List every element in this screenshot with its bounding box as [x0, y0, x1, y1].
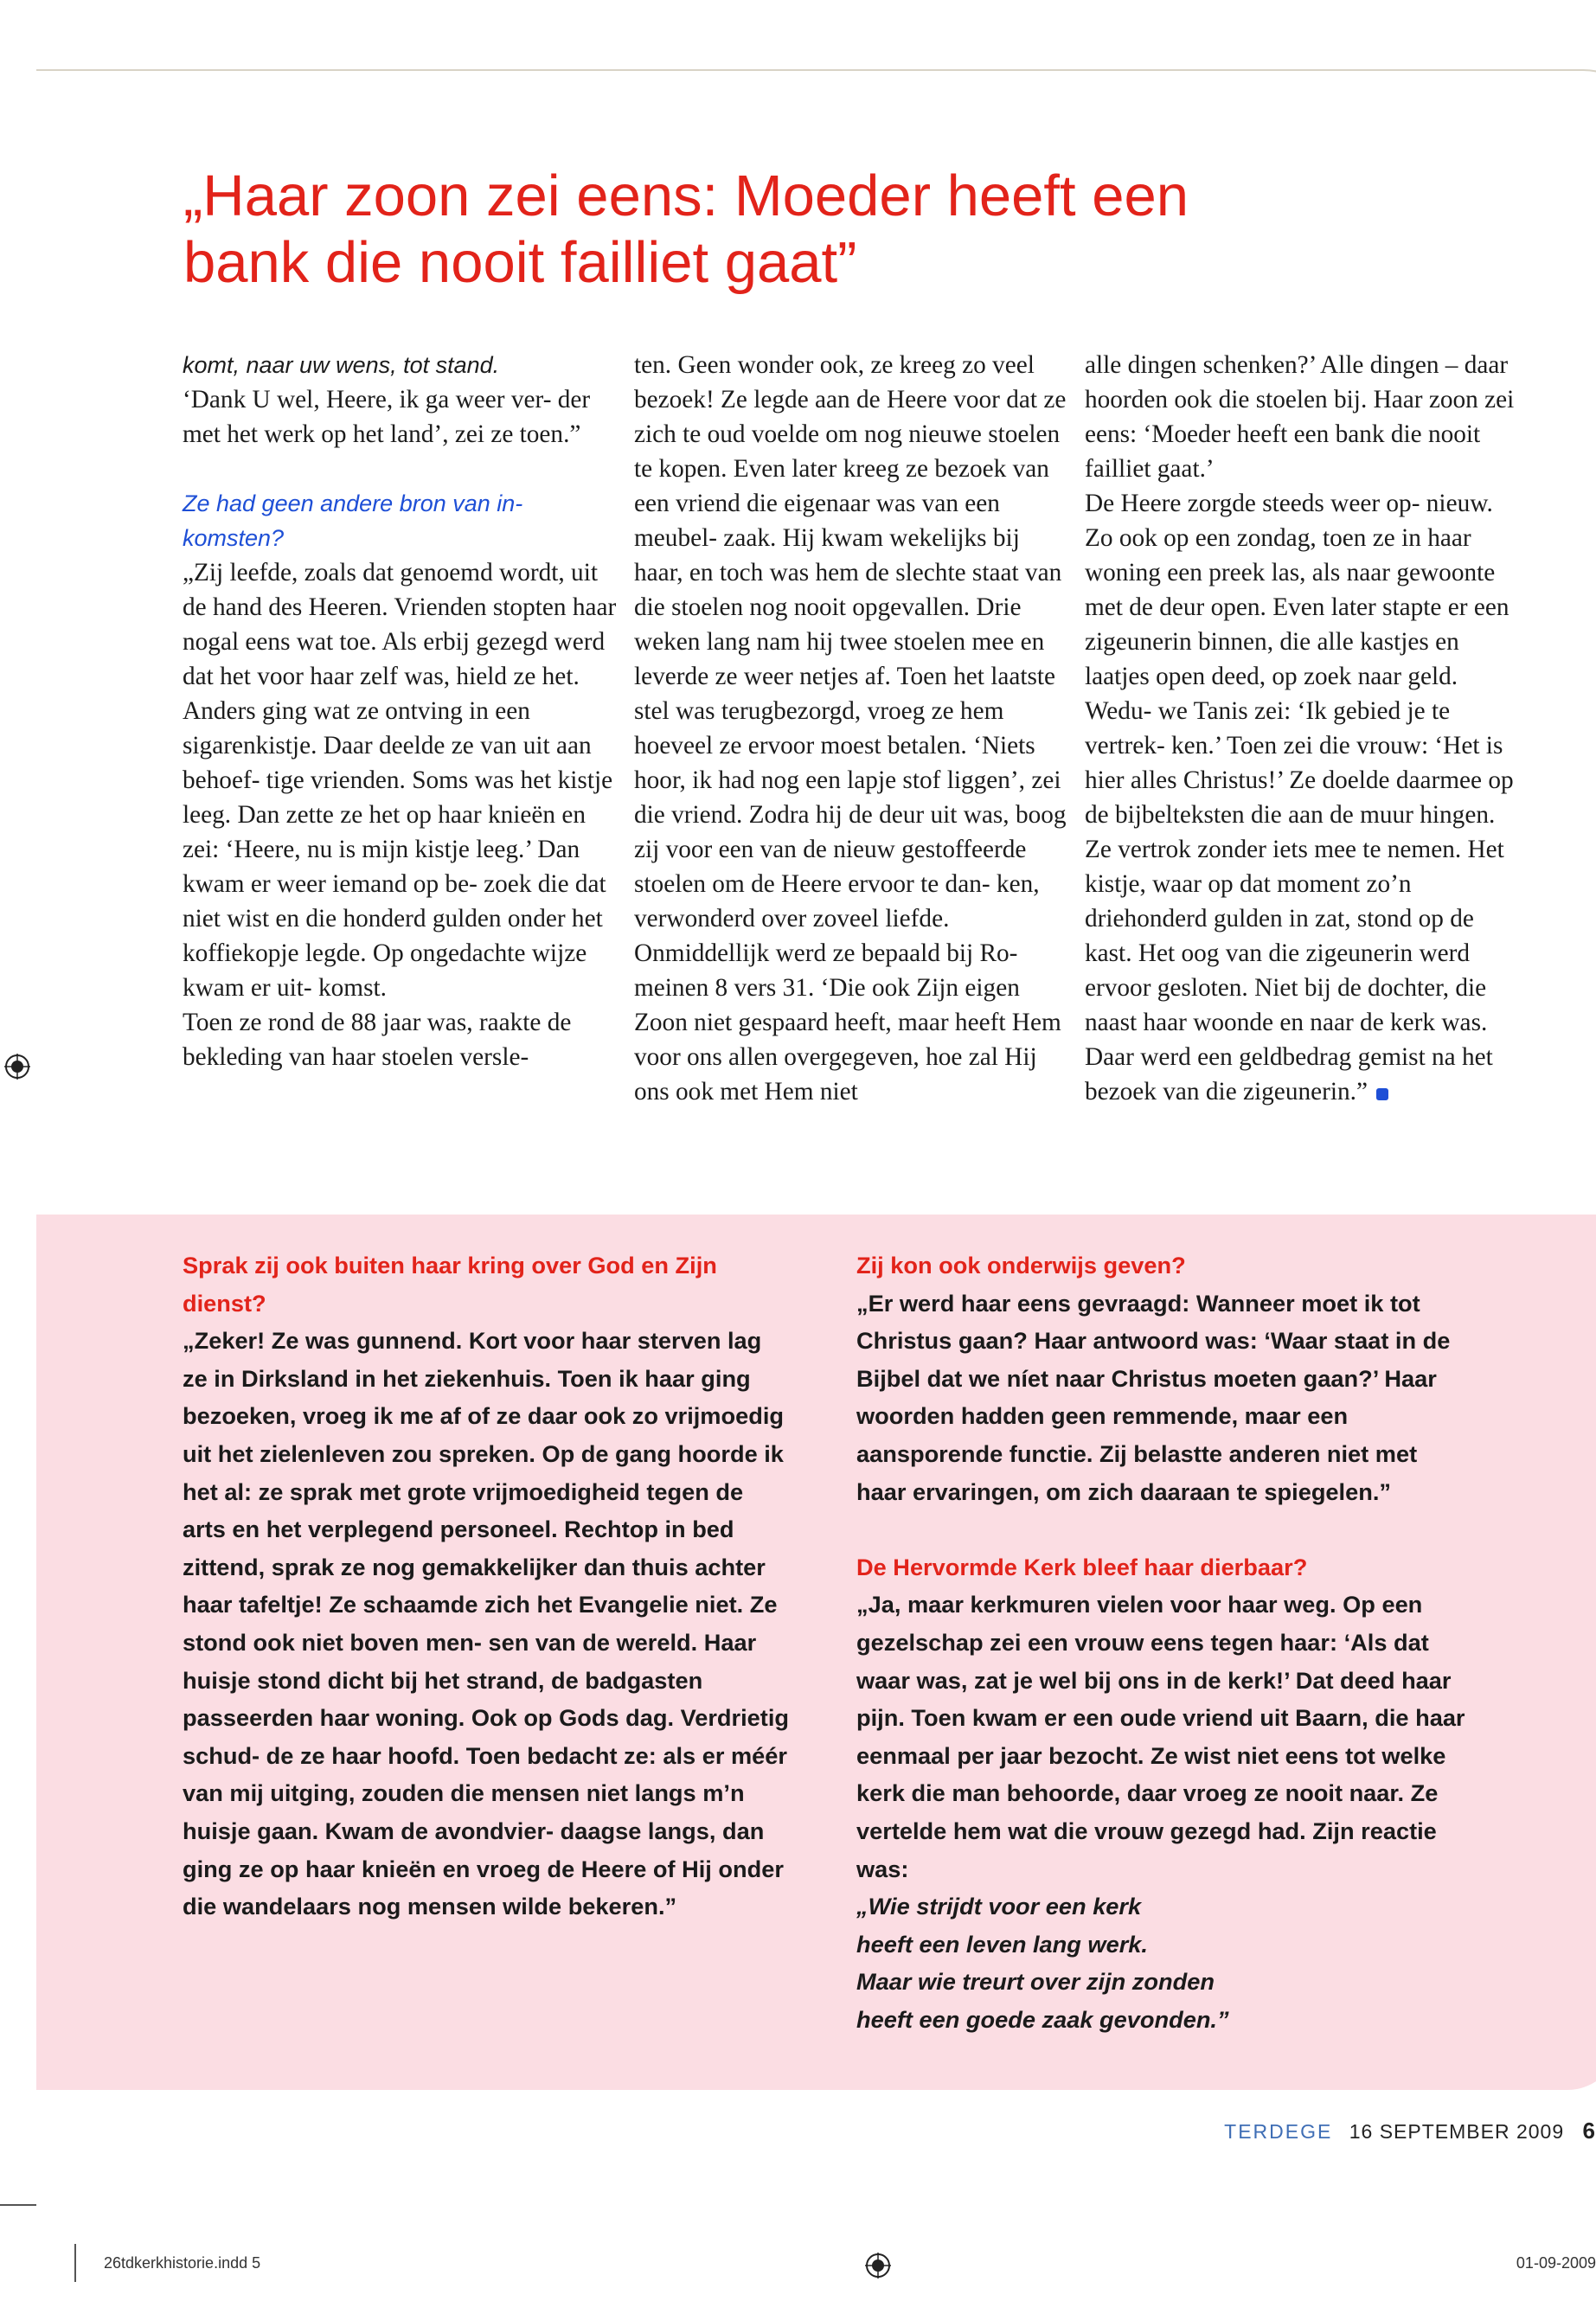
- page-number: 6: [1582, 2118, 1596, 2144]
- box-column-right: [856, 1247, 1466, 2038]
- box-question: Zij kon ook onderwijs geven?: [856, 1252, 1186, 1279]
- paragraph: ten. Geen wonder ook, ze kreeg zo veel bezoek! Ze legde aan de Heere voor dat ze zich te oud voelde om nog nieuwe stoelen te kopen. Even later kreeg ze bezoek van een vriend die eigenaar was van een meubel- zaak. Hij kwam wekelijks bij haar, en toch was hem de slechte staat van die stoelen nog nooit opgevallen. Drie weken lang nam hij twee stoelen mee en leverde ze weer netjes af. Toen het laatste stel was terugbezorgd, vroeg ze hem hoeveel ze ervoor moest betalen. ‘Niets hoor, ik had nog een lapje stof liggen’, zei die vriend. Zodra hij de deur uit was, boog zij voor een van de nieuw gestoffeerde stoelen om de Heere ervoor te dan- ken, verwonderd over zoveel liefde. Onmiddellijk werd ze bepaald bij Ro- meinen 8 vers 31. ‘Die ook Zijn eigen Zoon niet gespaard heeft, maar heeft Hem voor ons allen overgegeven, hoe zal Hij ons ook met Hem niet: [634, 351, 1067, 1106]
- box-question: Sprak zij ook buiten haar kring over God en Zijn dienst?: [183, 1252, 717, 1317]
- article-end-mark-icon: [1376, 1088, 1388, 1100]
- crop-mark: [0, 2204, 36, 2206]
- paragraph-ending: [1085, 486, 1522, 1109]
- registration-mark-icon: [865, 2253, 891, 2279]
- headline: [183, 163, 1481, 296]
- headline-line-1: „Haar zoon zei eens: Moeder heeft een: [183, 163, 1189, 228]
- box-column-left: [183, 1247, 792, 1926]
- paragraph: alle dingen schenken?’ Alle dingen – daar hoorden ook die stoelen bij. Haar zoon zei eens: ‘Moeder heeft een bank die nooit failliet gaat.’: [1085, 351, 1515, 483]
- paragraph: Toen ze rond de 88 jaar was, raakte de bekleding van haar stoelen versle-: [183, 1009, 572, 1071]
- issue-date: 16 SEPTEMBER 2009: [1349, 2120, 1565, 2143]
- poem-line: heeft een leven lang werk.: [856, 1930, 1148, 1958]
- paragraph-text: De Heere zorgde steeds weer op- nieuw. Zo ook op een zondag, toen ze in haar woning een preek las, als naar gewoonte met de deur open. Even later stapte er een zigeunerin binnen, die alle kastjes en laatjes open deed, op zoek naar geld. Wedu- we Tanis zei: ‘Ik gebied je te vertrek- ken.’ Toen zei die vrouw: ‘Het is hier alles Christus!’ Ze doelde daarmee op de bijbelteksten die aan de muur hingen. Ze vertrok zonder iets mee te nemen. Het kistje, waar op dat moment zo’n driehonderd gulden in zat, stond op de kast. Het oog van die zigeunerin werd ervoor gesloten. Niet bij de dochter, die naast haar woonde en naar de kerk was. Daar werd een geldbedrag gemist na het bezoek van die zigeunerin.”: [1085, 490, 1514, 1106]
- box-answer: „Er werd haar eens gevraagd: Wanneer moet ik tot Christus gaan? Haar antwoord was: ‘Waar staat in de Bijbel dat we níet naar Christus moeten gaan?’ Haar woorden hadden geen remmende, maar een aansporende functie. Zij belastte anderen niet met haar ervaringen, om zich daaraan te spiegelen.”: [856, 1289, 1451, 1505]
- magazine-name: TERDEGE: [1224, 2120, 1333, 2143]
- column-3: [1085, 348, 1522, 1109]
- top-rule: [36, 69, 1559, 71]
- slug-date: 01-09-2009: [1516, 2254, 1596, 2272]
- paragraph: ‘Dank U wel, Heere, ik ga weer ver- der met het werk op het land’, zei ze toen.”: [183, 386, 591, 448]
- crop-mark: [74, 2244, 76, 2282]
- interview-question: Ze had geen andere bron van in- komsten?: [183, 490, 523, 551]
- column-2: [634, 348, 1071, 1109]
- paragraph: „Zij leefde, zoals dat genoemd wordt, uit de hand des Heeren. Vrienden stopten haar nogal eens wat toe. Als erbij gezegd werd dat het voor haar zelf was, hield ze het. Anders ging wat ze ontving in een sigarenkistje. Daar deelde ze van uit aan behoef- tige vrienden. Soms was het kistje leeg. Dan zette ze het op haar knieën en zei: ‘Heere, nu is mijn kistje leeg.’ Dan kwam er weer iemand op be- zoek die dat niet wist en die honderd gulden onder het koffiekopje legde. Op ongedachte wijze kwam er uit- komst.: [183, 559, 617, 1002]
- question-end: komt, naar uw wens, tot stand.: [183, 352, 500, 378]
- column-1: [183, 348, 619, 1074]
- box-question: De Hervormde Kerk bleef haar dierbaar?: [856, 1553, 1308, 1580]
- box-answer: „Zeker! Ze was gunnend. Kort voor haar sterven lag ze in Dirksland in het ziekenhuis. Toen ik haar ging bezoeken, vroeg ik me af of ze daar ook zo vrijmoedig uit het zielenleven zou spreken. Op de gang hoorde ik het al: ze sprak met grote vrijmoedigheid tegen de arts en het verplegend personeel. Rechtop in bed zittend, sprak ze nog gemakkelijker dan thuis achter haar tafeltje! Ze schaamde zich het Evangelie niet. Ze stond ook niet boven men- sen van de wereld. Haar huisje stond dicht bij het strand, de badgasten passeerden haar woning. Ook op Gods dag. Verdrietig schud- de ze haar hoofd. Toen bedacht ze: als er méér van mij uitging, zouden die mensen niet langs m’n huisje gaan. Kwam de avondvier- daagse langs, dan ging ze op haar knieën en vroeg de Heere of Hij onder die wandelaars nog mensen wilde bekeren.”: [183, 1327, 789, 1920]
- top-corner-curve: [1522, 69, 1596, 173]
- box-answer: „Ja, maar kerkmuren vielen voor haar weg. Op een gezelschap zei een vrouw eens tegen haar: ‘Als dat waar was, zat je wel bij ons in de kerk!’ Dat deed haar pijn. Toen kwam er een oude vriend uit Baarn, die haar eenmaal per jaar bezocht. Ze wist niet eens tot welke kerk die man behoorde, daar vroeg ze nooit naar. Ze vertelde hem wat die vrouw gezegd had. Zijn reactie was:: [856, 1591, 1465, 1882]
- registration-mark-icon: [4, 1054, 30, 1080]
- headline-line-2: bank die nooit failliet gaat”: [183, 230, 857, 295]
- poem-line: Maar wie treurt over zijn zonden: [856, 1968, 1215, 1996]
- poem-line: heeft een goede zaak gevonden.”: [856, 2005, 1229, 2033]
- page-footer: [1125, 2118, 1596, 2144]
- slug-filename: 26tdkerkhistorie.indd 5: [104, 2254, 261, 2272]
- poem-line: „Wie strijdt voor een kerk: [856, 1893, 1142, 1920]
